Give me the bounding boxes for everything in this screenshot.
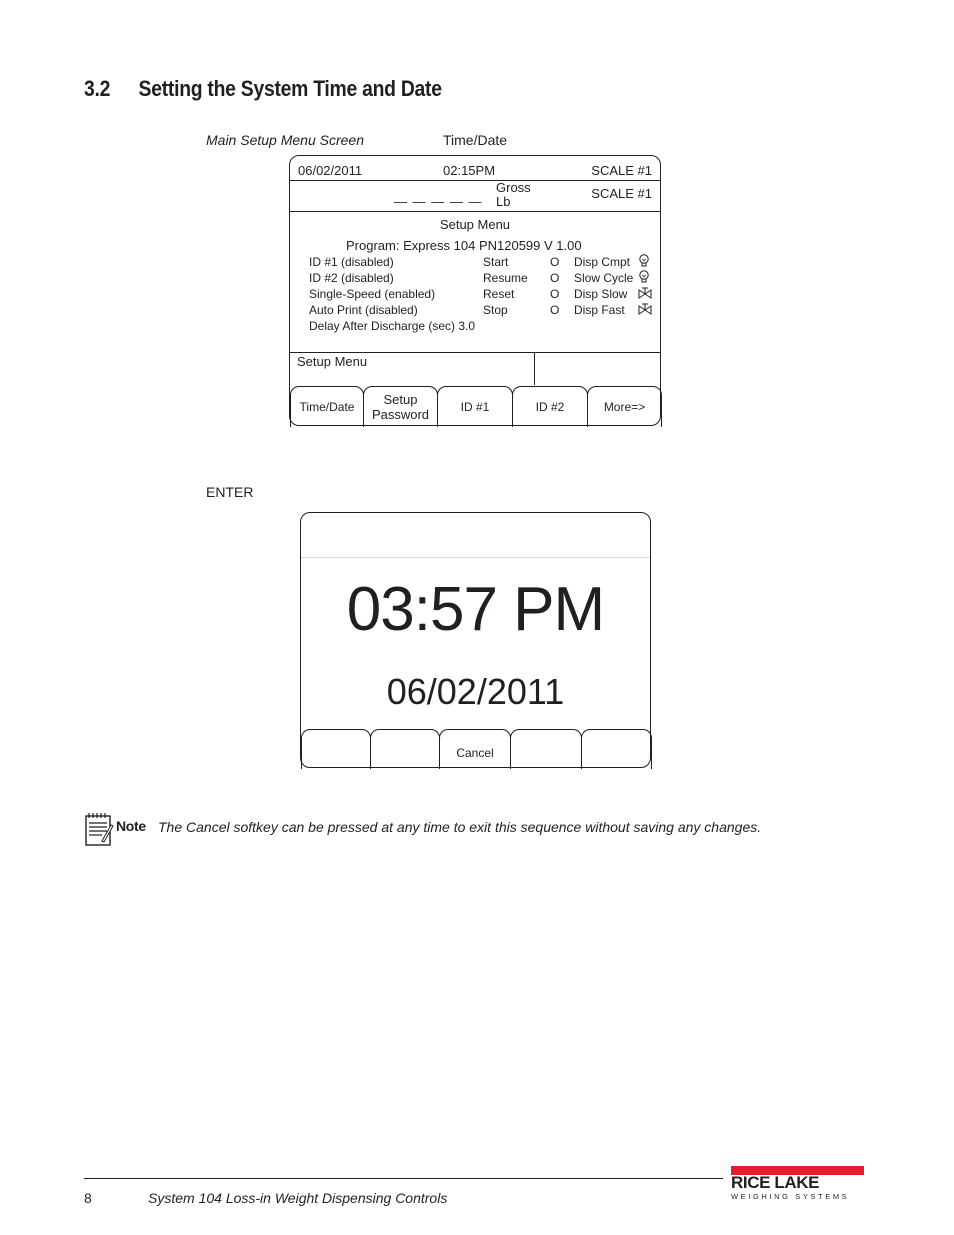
lightbulb-icon xyxy=(638,270,650,284)
row-state: O xyxy=(550,255,560,269)
gross-label: Gross xyxy=(496,180,531,195)
notepad-icon xyxy=(84,811,114,847)
softkey-id-2[interactable] xyxy=(512,386,588,427)
softkey-label: Cancel xyxy=(456,745,494,760)
logo-tagline: WEIGHING SYSTEMS xyxy=(731,1192,850,1201)
logo-wordmark: RICE LAKE xyxy=(731,1173,820,1192)
date-display[interactable]: 06/02/2011 xyxy=(386,671,565,712)
row-right: Disp Cmpt xyxy=(574,255,631,269)
divider xyxy=(290,352,660,353)
row-left: ID #1 (disabled) xyxy=(309,255,394,269)
valve-icon xyxy=(637,303,653,317)
row-state: O xyxy=(550,271,560,285)
divider xyxy=(290,211,660,212)
program-info: Program: Express 104 PN120599 V 1.00 xyxy=(346,238,582,253)
key-caption: Time/Date xyxy=(443,132,508,148)
softkey-label: ID #2 xyxy=(535,400,565,414)
row-middle: Resume xyxy=(483,271,528,285)
section-title: Setting the System Time and Date xyxy=(138,76,442,101)
enter-caption: ENTER xyxy=(206,484,254,500)
note-text: The Cancel softkey can be pressed at any time to exit this sequence without saving any changes. xyxy=(158,819,762,835)
softkey-label: Setup xyxy=(383,392,418,407)
softkey-label: ID #1 xyxy=(460,400,490,414)
weight-dashes: — — — — — xyxy=(394,194,483,209)
row-right: Slow Cycle xyxy=(574,271,634,285)
row-middle: Reset xyxy=(483,287,515,301)
row-right: Disp Slow xyxy=(574,287,628,301)
softkey-label: Password xyxy=(371,407,430,422)
softkey-blank-2[interactable] xyxy=(370,729,440,769)
row-middle: Start xyxy=(483,255,509,269)
softkey-blank-4[interactable] xyxy=(581,729,652,769)
softkey-time-date[interactable] xyxy=(290,386,364,427)
delay-setting: Delay After Discharge (sec) 3.0 xyxy=(309,319,476,333)
row-left: Single-Speed (enabled) xyxy=(309,287,436,301)
divider xyxy=(534,352,535,385)
row-state: O xyxy=(550,287,560,301)
time-date-screen xyxy=(300,512,651,768)
row-state: O xyxy=(550,303,560,317)
divider xyxy=(290,180,660,181)
softkey-setup-password[interactable] xyxy=(363,386,438,427)
scale-label-top: SCALE #1 xyxy=(591,163,652,178)
row-right: Disp Fast xyxy=(574,303,625,317)
softkey-more[interactable] xyxy=(587,386,662,427)
time-display[interactable]: 03:57 PM xyxy=(346,575,605,644)
softkey-label: Time/Date xyxy=(299,400,355,414)
softkey-cancel[interactable] xyxy=(439,729,511,769)
note-label: Note xyxy=(116,818,146,834)
unit-label: Lb xyxy=(496,194,511,209)
scale-label-right: SCALE #1 xyxy=(591,186,652,201)
screen-date: 06/02/2011 xyxy=(298,163,363,178)
section-number: 3.2 xyxy=(84,76,111,101)
divider xyxy=(301,557,650,558)
row-middle: Stop xyxy=(483,303,508,317)
softkey-blank-1[interactable] xyxy=(301,729,371,769)
valve-icon xyxy=(637,287,653,301)
row-left: ID #2 (disabled) xyxy=(309,271,394,285)
softkey-id-1[interactable] xyxy=(437,386,513,427)
lightbulb-icon xyxy=(638,254,650,268)
setup-menu-title: Setup Menu xyxy=(439,217,511,232)
document-title: System 104 Loss-in Weight Dispensing Controls xyxy=(148,1190,448,1206)
row-left: Auto Print (disabled) xyxy=(309,303,418,317)
softkey-label: More=> xyxy=(603,400,646,414)
section-heading xyxy=(84,76,442,102)
screen-caption: Main Setup Menu Screen xyxy=(206,132,364,148)
page-number: 8 xyxy=(84,1190,92,1206)
footer-rule xyxy=(84,1178,723,1179)
screen-time: 02:15PM xyxy=(443,163,496,178)
softkey-blank-3[interactable] xyxy=(510,729,582,769)
status-label: Setup Menu xyxy=(297,354,368,369)
setup-menu-screen xyxy=(289,155,661,426)
